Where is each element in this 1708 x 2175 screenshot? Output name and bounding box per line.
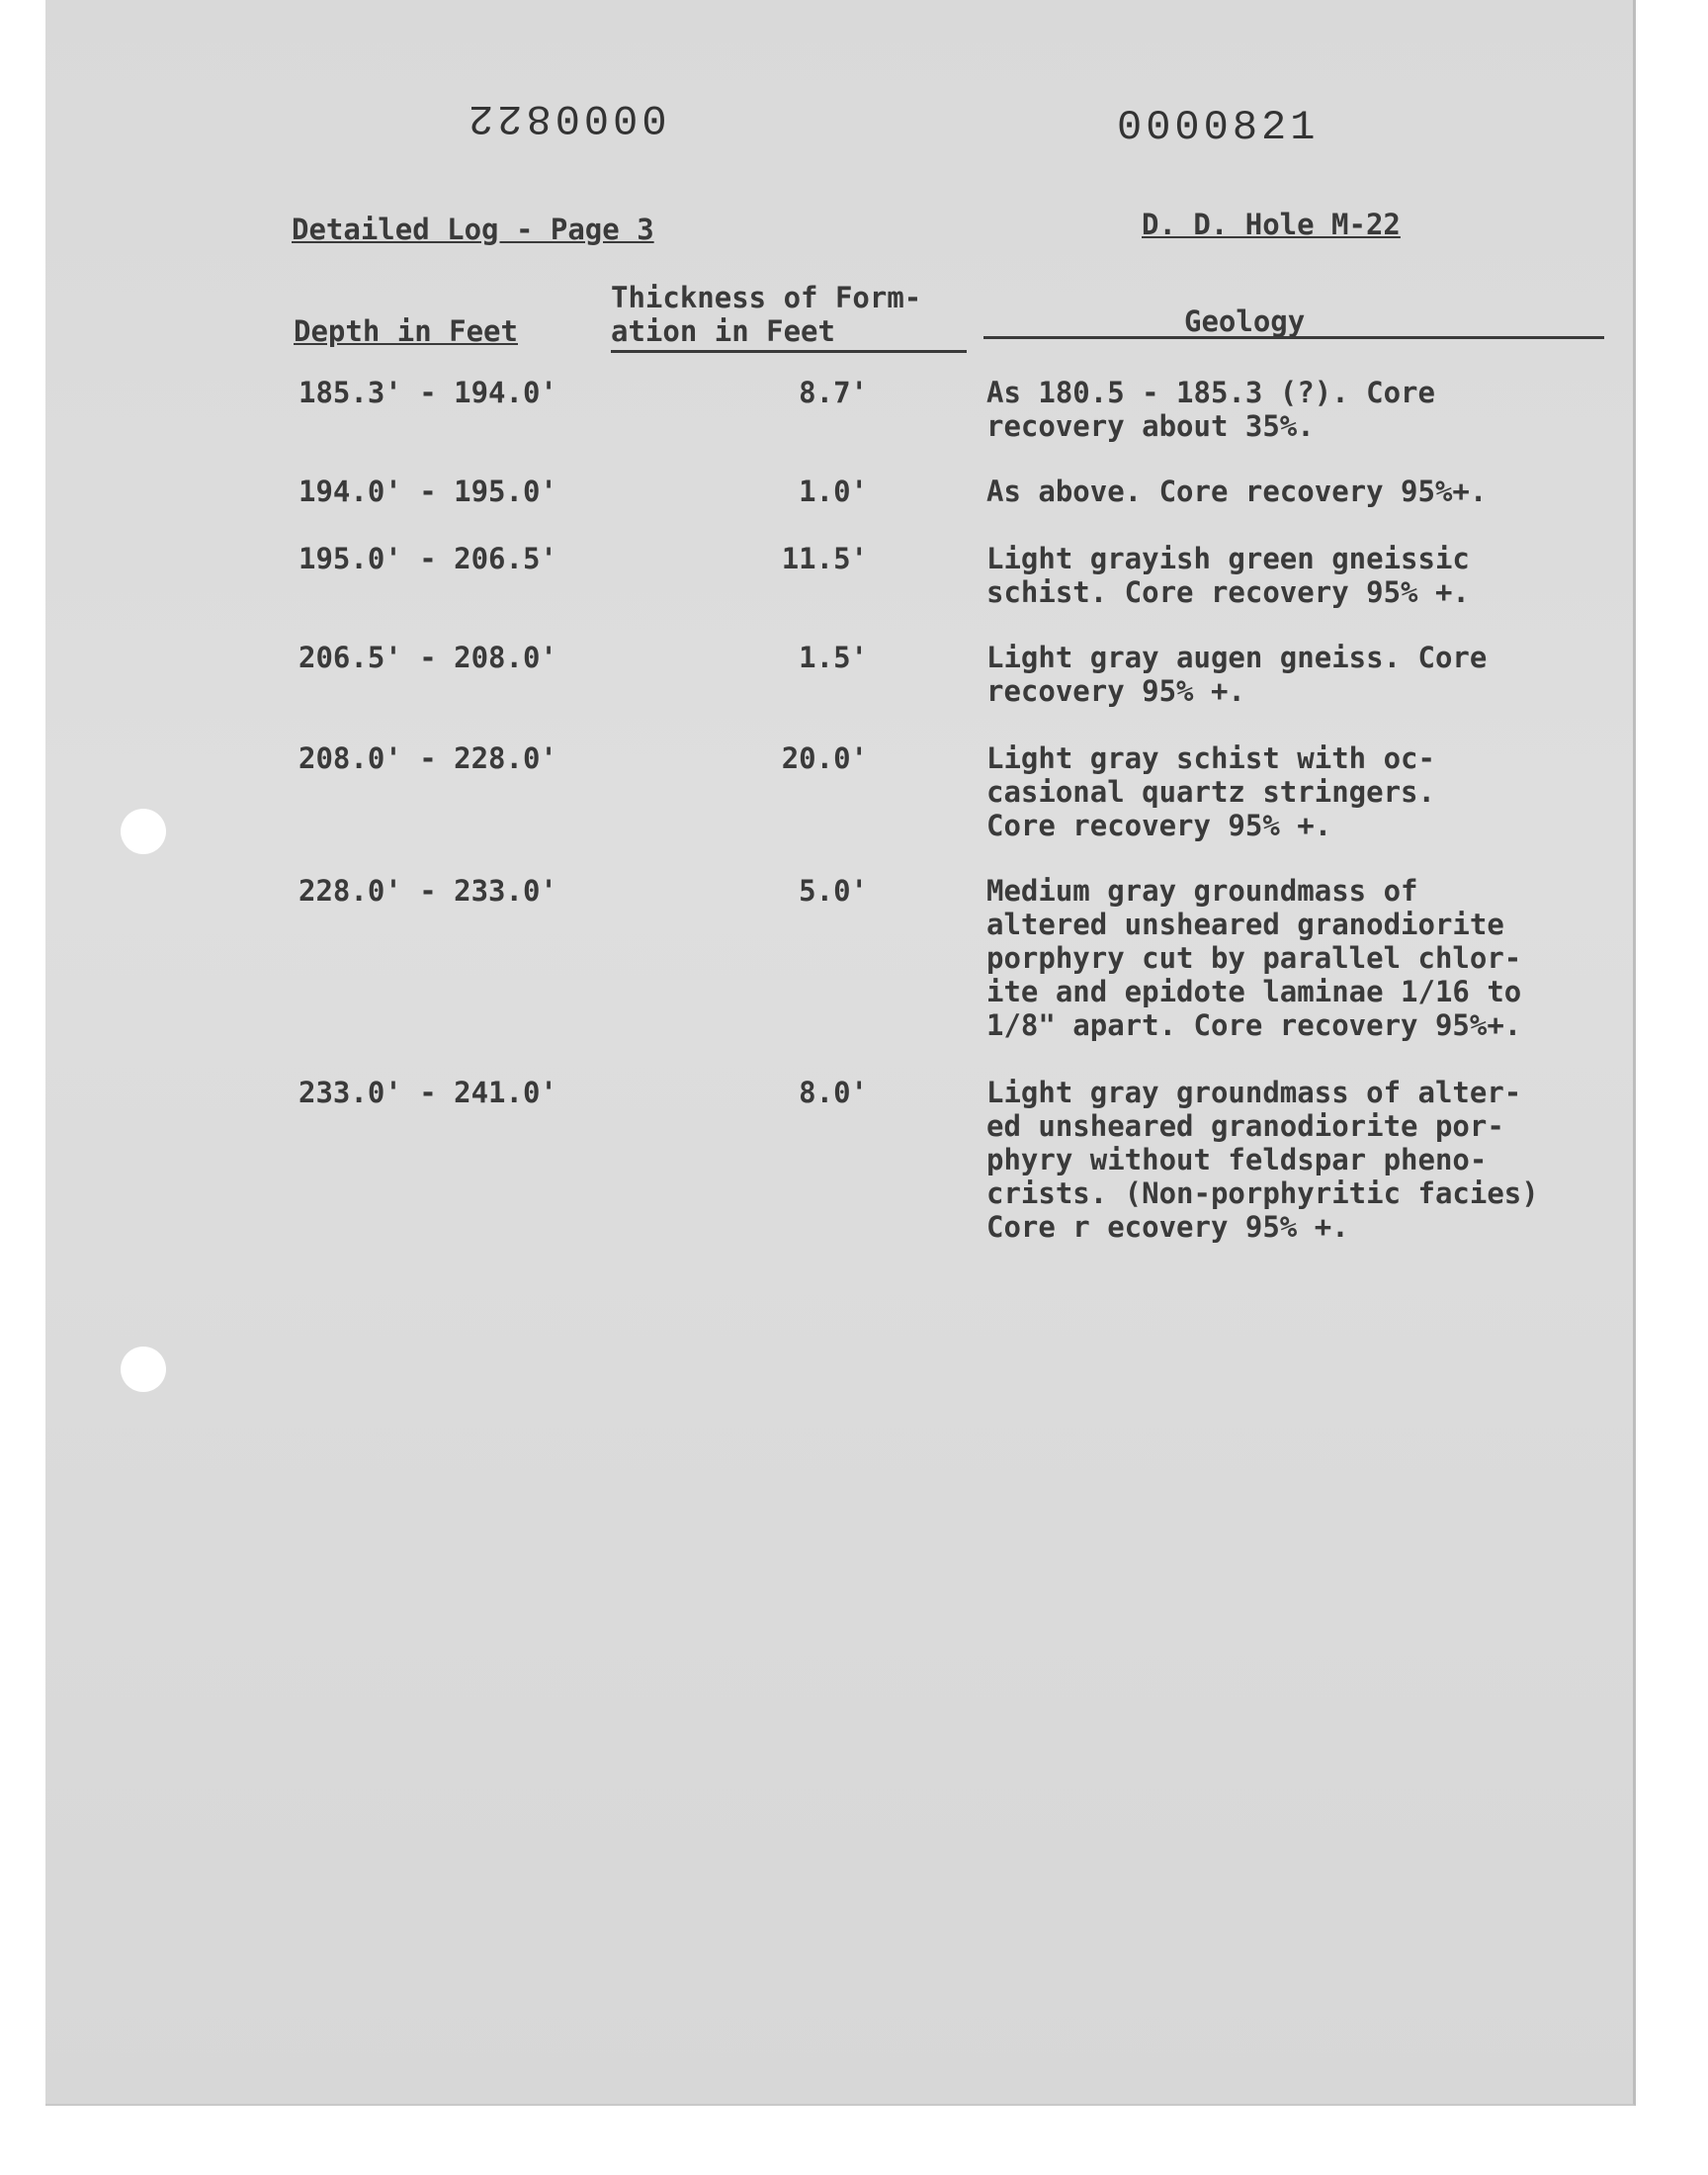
depth-cell: 228.0' - 233.0' (299, 874, 557, 908)
geology-cell: Medium gray groundmass of altered unsheared granodiorite porphyry cut by parallel chlor- ite and epidote laminae 1/16 to 1/8" apart. Core recovery 95%+. (986, 874, 1522, 1042)
depth-cell: 206.5' - 208.0' (299, 641, 557, 674)
depth-cell: 208.0' - 228.0' (299, 741, 557, 775)
column-header-depth: Depth in Feet (294, 314, 518, 348)
punch-hole-lower (121, 1347, 166, 1392)
hole-identifier: D. D. Hole M-22 (1142, 208, 1401, 241)
column-header-thickness: Thickness of Form- ation in Feet (611, 281, 967, 353)
geology-cell: As above. Core recovery 95%+. (986, 475, 1488, 508)
geology-cell: Light gray groundmass of alter- ed unsheared granodiorite por- phyry without feldspar pheno- crists. (Non-porphyritic facies) Core r ecovery 95% +. (986, 1076, 1539, 1244)
depth-cell: 195.0' - 206.5' (299, 542, 557, 575)
geology-cell: As 180.5 - 185.3 (?). Core recovery about 35%. (986, 376, 1435, 443)
geology-cell: Light gray augen gneiss. Core recovery 95% +. (986, 641, 1488, 708)
punch-hole-upper (121, 809, 166, 854)
thickness-cell: 5.0' (799, 874, 868, 908)
geology-cell: Light gray schist with oc- casional quartz stringers. Core recovery 95% +. (986, 741, 1435, 842)
thickness-cell: 1.0' (799, 475, 868, 508)
column-header-geology: Geology (1184, 304, 1306, 338)
thickness-cell: 20.0' (781, 741, 868, 775)
thickness-cell: 8.7' (799, 376, 868, 409)
document-number: 0000821 (1117, 104, 1320, 151)
inverted-document-number: 0000822 (465, 94, 667, 141)
depth-cell: 233.0' - 241.0' (299, 1076, 557, 1109)
thickness-cell: 8.0' (799, 1076, 868, 1109)
depth-cell: 194.0' - 195.0' (299, 475, 557, 508)
thickness-cell: 1.5' (799, 641, 868, 674)
page-title: Detailed Log - Page 3 (292, 213, 654, 246)
depth-cell: 185.3' - 194.0' (299, 376, 557, 409)
page-bottom-margin (0, 2106, 1708, 2175)
geology-cell: Light grayish green gneissic schist. Core recovery 95% +. (986, 542, 1470, 609)
thickness-cell: 11.5' (781, 542, 868, 575)
